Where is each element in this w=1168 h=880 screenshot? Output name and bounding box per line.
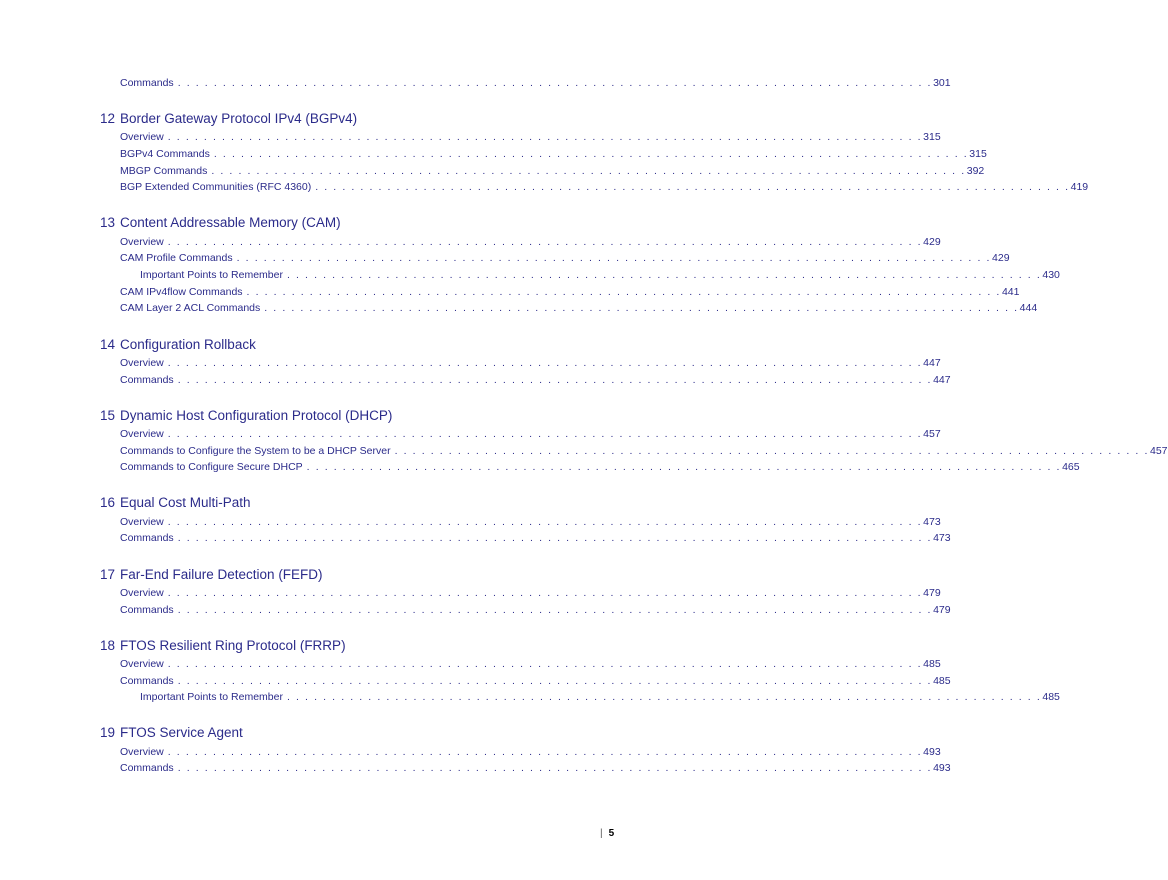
toc-entry-page: 447 [923, 357, 941, 369]
toc-dot-leader: . . . . . . . . . . . . . . . . . . . . . . . . . . . . . . . . . . . . . . . . . . . . . . . . . . . . . . . . . . . . . . . . . . . . . . . . . . . . . . . . . . . . [167, 357, 923, 369]
page-footer [600, 828, 614, 839]
toc-dot-leader: . . . . . . . . . . . . . . . . . . . . . . . . . . . . . . . . . . . . . . . . . . . . . . . . . . . . . . . . . . . . . . . . . . . . . . . . . . . . . . . . . . . . [167, 746, 923, 758]
chapter-title: Border Gateway Protocol IPv4 (BGPv4) [120, 111, 358, 126]
toc-entry-page: 315 [969, 148, 987, 160]
toc-entry-label: Overview [120, 658, 164, 670]
toc-dot-leader: . . . . . . . . . . . . . . . . . . . . . . . . . . . . . . . . . . . . . . . . . . . . . . . . . . . . . . . . . . . . . . . . . . . . . . . . . . . . . . . . . . . . [264, 302, 1019, 314]
chapter-heading-15[interactable] [100, 407, 392, 425]
chapter-number: 14 [100, 337, 116, 352]
chapter-heading-19[interactable] [100, 724, 243, 742]
toc-entry-commands-447[interactable] [120, 373, 951, 387]
toc-entry-page: 493 [933, 762, 951, 774]
toc-dot-leader: . . . . . . . . . . . . . . . . . . . . . . . . . . . . . . . . . . . . . . . . . . . . . . . . . . . . . . . . . . . . . . . . . . . . . . . . . . . . . . . . . . . . [286, 269, 1042, 281]
toc-entry-bgpv4-commands[interactable] [120, 147, 987, 161]
chapter-title: Dynamic Host Configuration Protocol (DHCP) [120, 408, 393, 423]
toc-dot-leader: . . . . . . . . . . . . . . . . . . . . . . . . . . . . . . . . . . . . . . . . . . . . . . . . . . . . . . . . . . . . . . . . . . . . . . . . . . . . . . . . . . . . [306, 461, 1062, 473]
toc-dot-leader: . . . . . . . . . . . . . . . . . . . . . . . . . . . . . . . . . . . . . . . . . . . . . . . . . . . . . . . . . . . . . . . . . . . . . . . . . . . . . . . . . . . . [167, 236, 923, 248]
chapter-heading-16[interactable] [100, 494, 251, 512]
toc-dot-leader: . . . . . . . . . . . . . . . . . . . . . . . . . . . . . . . . . . . . . . . . . . . . . . . . . . . . . . . . . . . . . . . . . . . . . . . . . . . . . . . . . . . . [177, 374, 933, 386]
footer-separator: | [600, 828, 603, 839]
toc-dot-leader: . . . . . . . . . . . . . . . . . . . . . . . . . . . . . . . . . . . . . . . . . . . . . . . . . . . . . . . . . . . . . . . . . . . . . . . . . . . . . . . . . . . . [167, 428, 923, 440]
toc-entry-page: 473 [933, 532, 951, 544]
toc-entry-label: Overview [120, 516, 164, 528]
toc-entry-overview-315[interactable] [120, 130, 941, 144]
toc-entry-page: 473 [923, 516, 941, 528]
toc-entry-page: 392 [966, 165, 985, 177]
toc-entry-label: Commands [120, 374, 174, 386]
toc-dot-leader: . . . . . . . . . . . . . . . . . . . . . . . . . . . . . . . . . . . . . . . . . . . . . . . . . . . . . . . . . . . . . . . . . . . . . . . . . . . . . . . . . . . . [246, 286, 1001, 298]
page-number: 5 [608, 828, 615, 839]
chapter-heading-13[interactable] [100, 214, 341, 232]
chapter-heading-18[interactable] [100, 637, 346, 655]
toc-entry-label: Overview [120, 357, 164, 369]
toc-entry-overview-473[interactable] [120, 515, 941, 529]
toc-entry-label: BGP Extended Communities (RFC 4360) [120, 181, 312, 193]
chapter-number: 13 [100, 215, 116, 230]
toc-entry-page: 444 [1019, 302, 1038, 314]
toc-entry-page: 447 [933, 374, 951, 386]
toc-entry-page: 301 [933, 77, 951, 89]
toc-entry-page: 457 [1149, 445, 1168, 457]
toc-dot-leader: . . . . . . . . . . . . . . . . . . . . . . . . . . . . . . . . . . . . . . . . . . . . . . . . . . . . . . . . . . . . . . . . . . . . . . . . . . . . . . . . . . . . [236, 252, 992, 264]
toc-entry-commands-485[interactable] [120, 674, 951, 688]
toc-entry-page: 493 [923, 746, 941, 758]
toc-entry-label: Overview [120, 428, 164, 440]
toc-entry-label: CAM Layer 2 ACL Commands [120, 302, 261, 314]
toc-dot-leader: . . . . . . . . . . . . . . . . . . . . . . . . . . . . . . . . . . . . . . . . . . . . . . . . . . . . . . . . . . . . . . . . . . . . . . . . . . . . . . . . . . . . [315, 181, 1070, 193]
toc-entry-label: MBGP Commands [120, 165, 208, 177]
toc-entry-cam-ipv4flow-commands[interactable] [120, 285, 1020, 299]
toc-entry-page: 429 [923, 236, 941, 248]
toc-dot-leader: . . . . . . . . . . . . . . . . . . . . . . . . . . . . . . . . . . . . . . . . . . . . . . . . . . . . . . . . . . . . . . . . . . . . . . . . . . . . . . . . . . . . [167, 516, 923, 528]
toc-dot-leader: . . . . . . . . . . . . . . . . . . . . . . . . . . . . . . . . . . . . . . . . . . . . . . . . . . . . . . . . . . . . . . . . . . . . . . . . . . . . . . . . . . . . [177, 77, 933, 89]
toc-entry-mbgp-commands[interactable] [120, 164, 985, 178]
toc-entry-overview-429[interactable] [120, 235, 941, 249]
toc-entry-overview-493[interactable] [120, 745, 941, 759]
toc-dot-leader: . . . . . . . . . . . . . . . . . . . . . . . . . . . . . . . . . . . . . . . . . . . . . . . . . . . . . . . . . . . . . . . . . . . . . . . . . . . . . . . . . . . . [167, 658, 923, 670]
toc-subentry-important-points-485[interactable] [140, 690, 1060, 704]
toc-entry-page: 457 [923, 428, 941, 440]
toc-dot-leader: . . . . . . . . . . . . . . . . . . . . . . . . . . . . . . . . . . . . . . . . . . . . . . . . . . . . . . . . . . . . . . . . . . . . . . . . . . . . . . . . . . . . [177, 675, 933, 687]
chapter-title: FTOS Service Agent [120, 725, 243, 740]
toc-entry-label: Commands [120, 532, 174, 544]
toc-entry-secure-dhcp-commands[interactable] [120, 460, 1080, 474]
chapter-number: 15 [100, 408, 116, 423]
toc-dot-leader: . . . . . . . . . . . . . . . . . . . . . . . . . . . . . . . . . . . . . . . . . . . . . . . . . . . . . . . . . . . . . . . . . . . . . . . . . . . . . . . . . . . . [177, 762, 933, 774]
toc-entry-label: Commands to Configure the System to be a DHCP Server [120, 445, 391, 457]
chapter-number: 12 [100, 111, 116, 126]
toc-entry-page: 485 [933, 675, 951, 687]
toc-dot-leader: . . . . . . . . . . . . . . . . . . . . . . . . . . . . . . . . . . . . . . . . . . . . . . . . . . . . . . . . . . . . . . . . . . . . . . . . . . . . . . . . . . . . [286, 691, 1042, 703]
toc-entry-commands-479[interactable] [120, 603, 951, 617]
chapter-title: FTOS Resilient Ring Protocol (FRRP) [120, 638, 346, 653]
toc-entry-commands-473[interactable] [120, 531, 951, 545]
chapter-number: 19 [100, 725, 116, 740]
toc-entry-page: 430 [1042, 269, 1060, 281]
toc-entry-page: 465 [1062, 461, 1080, 473]
toc-subentry-important-points-430[interactable] [140, 268, 1060, 282]
toc-entry-page: 315 [923, 131, 941, 143]
toc-entry-page: 479 [933, 604, 951, 616]
chapter-title: Configuration Rollback [120, 337, 256, 352]
toc-entry-label: Overview [120, 746, 164, 758]
toc-entry-page: 479 [923, 587, 941, 599]
toc-entry-cam-profile-commands[interactable] [120, 251, 1010, 265]
toc-entry-label: Overview [120, 587, 164, 599]
toc-entry-page: 419 [1070, 181, 1089, 193]
toc-entry-page: 485 [1042, 691, 1060, 703]
chapter-title: Equal Cost Multi-Path [120, 495, 251, 510]
toc-entry-dhcp-server-commands[interactable] [120, 444, 1168, 458]
toc-dot-leader: . . . . . . . . . . . . . . . . . . . . . . . . . . . . . . . . . . . . . . . . . . . . . . . . . . . . . . . . . . . . . . . . . . . . . . . . . . . . . . . . . . . . [167, 587, 923, 599]
toc-entry-overview-479[interactable] [120, 586, 941, 600]
chapter-heading-12[interactable] [100, 110, 357, 128]
toc-entry-bgp-extended-communities[interactable] [120, 180, 1089, 194]
toc-dot-leader: . . . . . . . . . . . . . . . . . . . . . . . . . . . . . . . . . . . . . . . . . . . . . . . . . . . . . . . . . . . . . . . . . . . . . . . . . . . . . . . . . . . . [211, 165, 966, 177]
toc-entry-label: CAM IPv4flow Commands [120, 286, 243, 298]
toc-entry-label: Commands [120, 762, 174, 774]
toc-dot-leader: . . . . . . . . . . . . . . . . . . . . . . . . . . . . . . . . . . . . . . . . . . . . . . . . . . . . . . . . . . . . . . . . . . . . . . . . . . . . . . . . . . . . [167, 131, 923, 143]
toc-dot-leader: . . . . . . . . . . . . . . . . . . . . . . . . . . . . . . . . . . . . . . . . . . . . . . . . . . . . . . . . . . . . . . . . . . . . . . . . . . . . . . . . . . . . [177, 532, 933, 544]
toc-entry-label: Important Points to Remember [140, 691, 283, 703]
chapter-number: 17 [100, 567, 116, 582]
toc-entry-cam-layer2-acl-commands[interactable] [120, 301, 1038, 315]
toc-entry-page: 485 [923, 658, 941, 670]
chapter-number: 18 [100, 638, 116, 653]
toc-entry-label: Commands to Configure Secure DHCP [120, 461, 303, 473]
toc-entry-commands-301[interactable] [120, 76, 951, 90]
toc-entry-label: Overview [120, 236, 164, 248]
chapter-heading-14[interactable] [100, 336, 256, 354]
toc-entry-overview-457[interactable] [120, 427, 941, 441]
toc-entry-label: Commands [120, 675, 174, 687]
chapter-title: Content Addressable Memory (CAM) [120, 215, 341, 230]
toc-entry-label: Commands [120, 604, 174, 616]
toc-entry-overview-485[interactable] [120, 657, 941, 671]
toc-dot-leader: . . . . . . . . . . . . . . . . . . . . . . . . . . . . . . . . . . . . . . . . . . . . . . . . . . . . . . . . . . . . . . . . . . . . . . . . . . . . . . . . . . . . [213, 148, 969, 160]
toc-entry-label: BGPv4 Commands [120, 148, 210, 160]
toc-dot-leader: . . . . . . . . . . . . . . . . . . . . . . . . . . . . . . . . . . . . . . . . . . . . . . . . . . . . . . . . . . . . . . . . . . . . . . . . . . . . . . . . . . . . [394, 445, 1149, 457]
toc-entry-overview-447[interactable] [120, 356, 941, 370]
toc-entry-page: 429 [992, 252, 1010, 264]
toc-entry-label: Important Points to Remember [140, 269, 283, 281]
toc-entry-label: Overview [120, 131, 164, 143]
chapter-heading-17[interactable] [100, 566, 323, 584]
toc-entry-commands-493[interactable] [120, 761, 951, 775]
toc-entry-label: CAM Profile Commands [120, 252, 233, 264]
toc-entry-page: 441 [1001, 286, 1020, 298]
chapter-number: 16 [100, 495, 116, 510]
chapter-title: Far-End Failure Detection (FEFD) [120, 567, 323, 582]
toc-entry-label: Commands [120, 77, 174, 89]
toc-dot-leader: . . . . . . . . . . . . . . . . . . . . . . . . . . . . . . . . . . . . . . . . . . . . . . . . . . . . . . . . . . . . . . . . . . . . . . . . . . . . . . . . . . . . [177, 604, 933, 616]
